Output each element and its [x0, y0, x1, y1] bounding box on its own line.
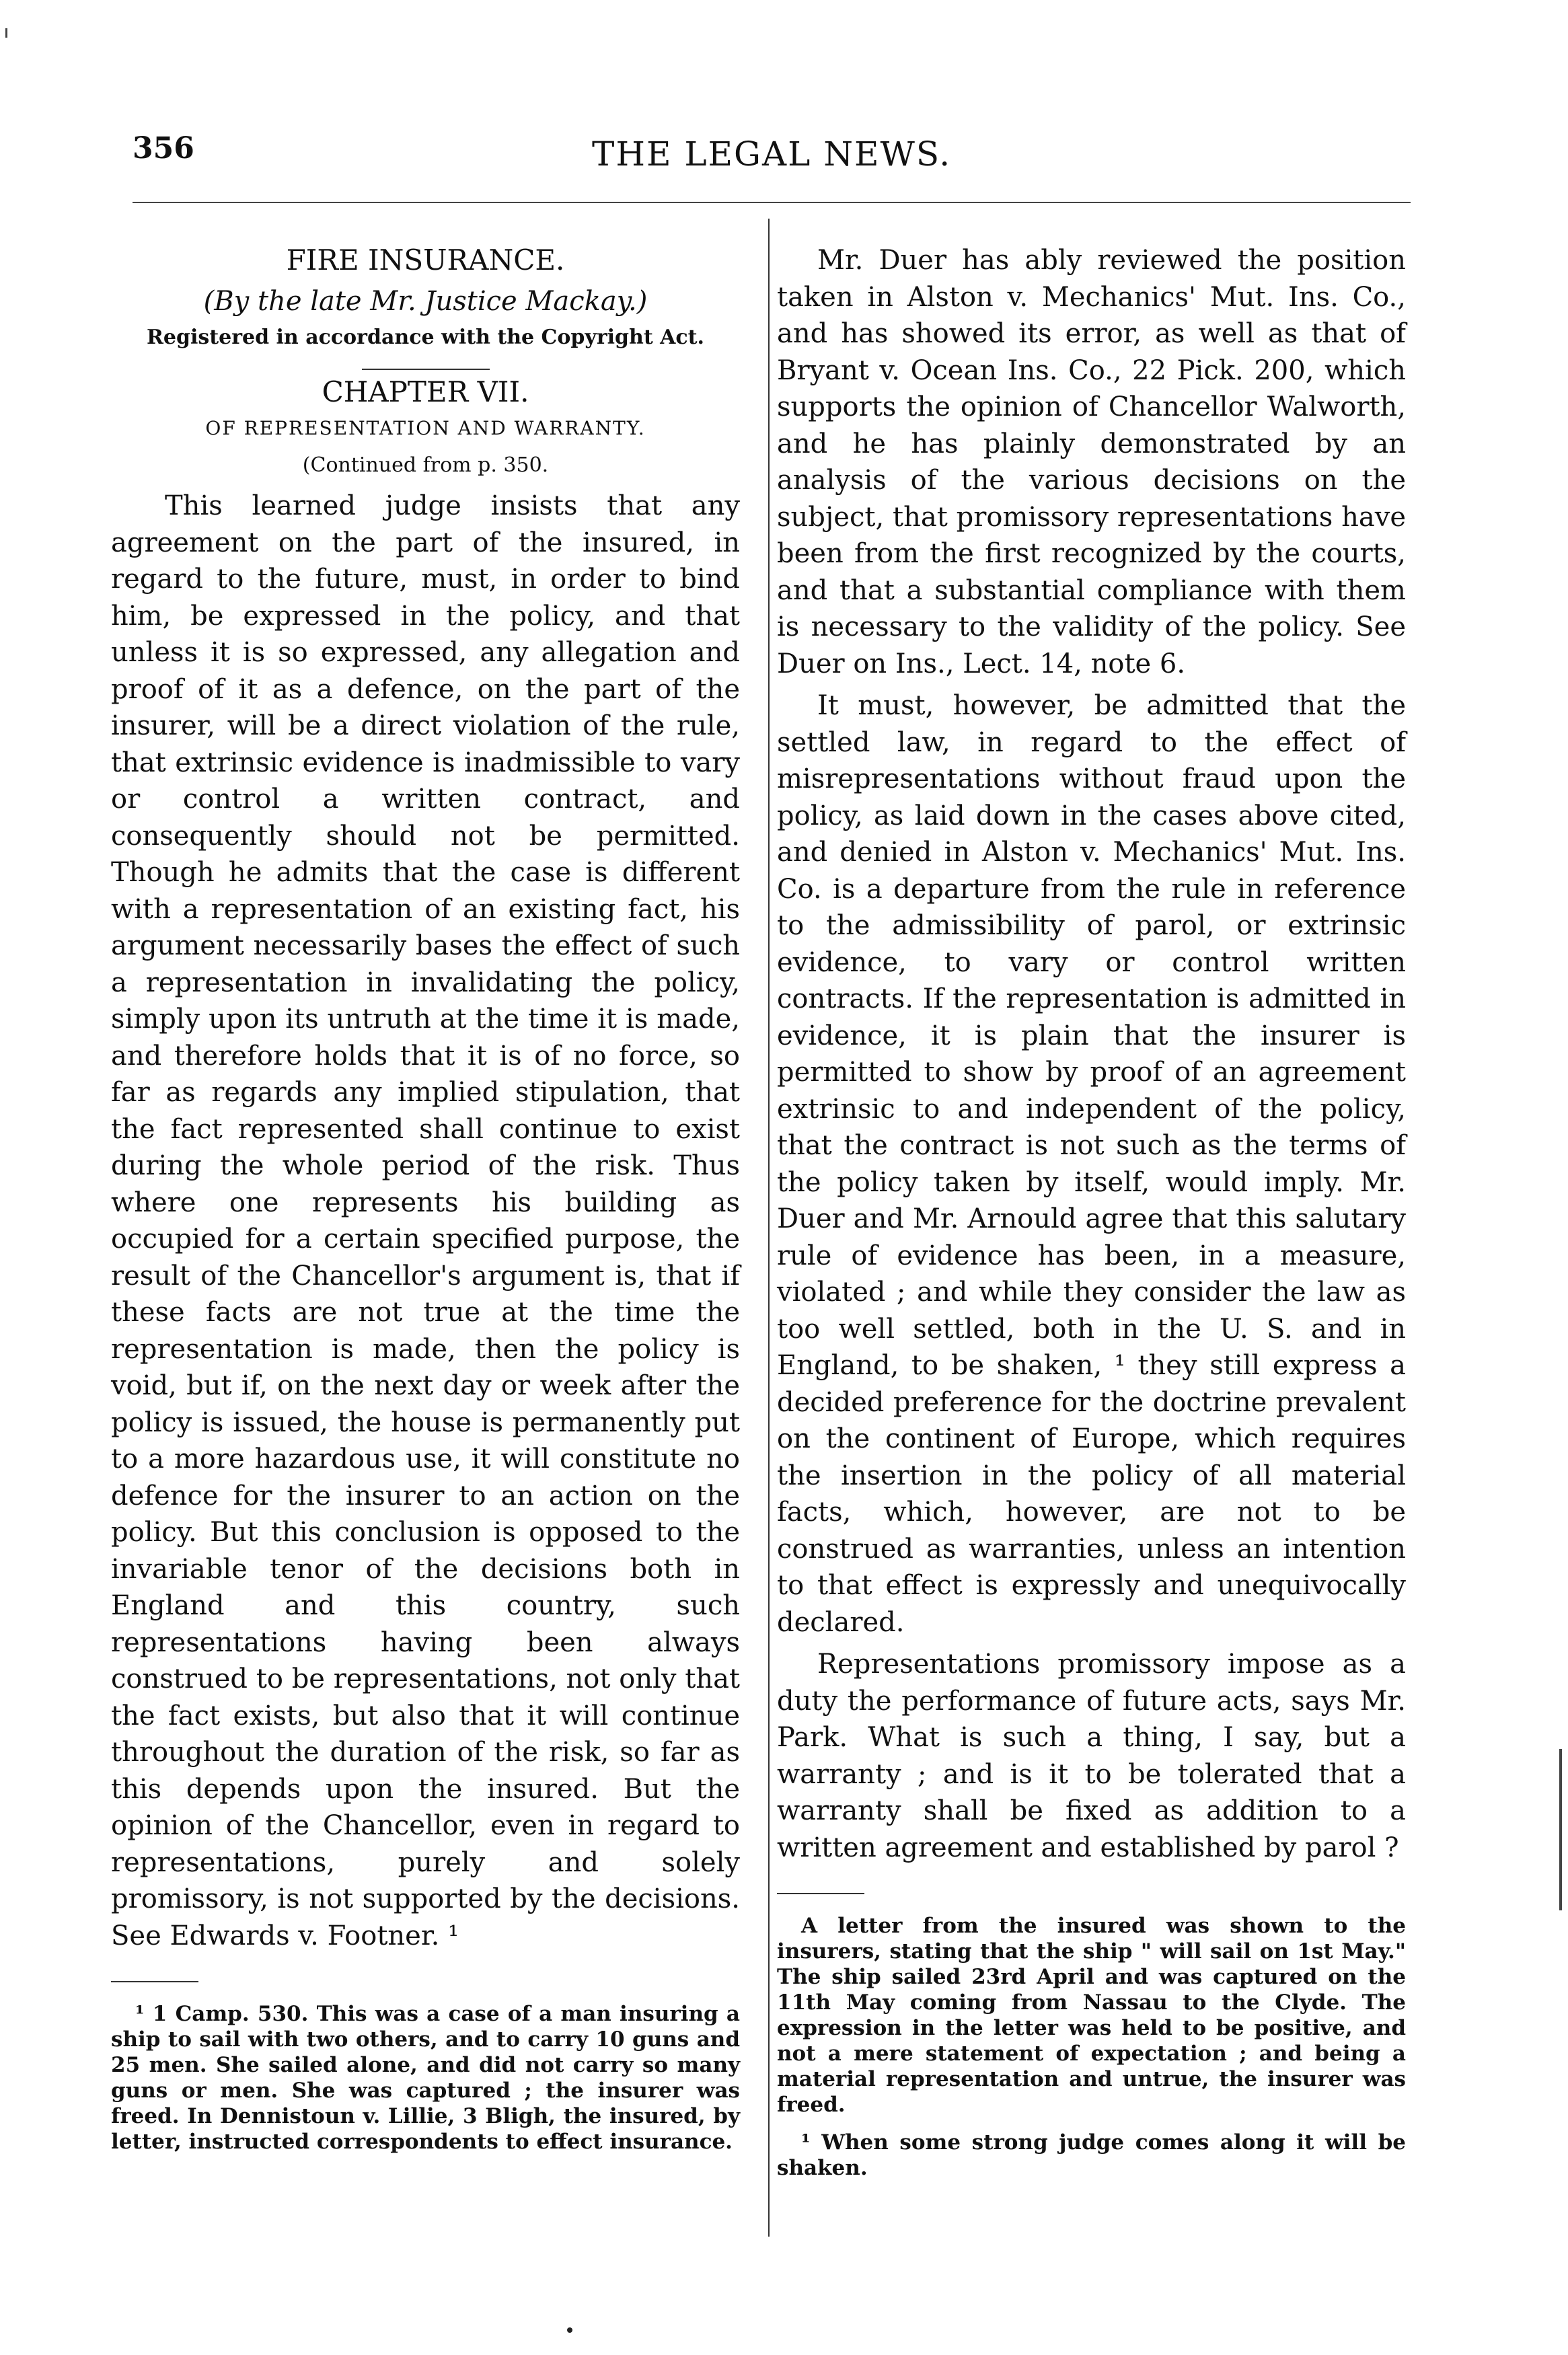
- body-paragraph: It must, however, be admitted that the settled law, in regard to the effect of misrepresentations without fraud upon the policy, as laid down in the cases above cited, and denied in Alston v. Mechanics' Mut. Ins. Co. is a departure from the rule in reference to the admissibility of parol, or extrinsic evidence, to vary or control written contracts. If the representation is admitted in evidence, it is plain that the insurer is permitted to show by proof of an agreement extrinsic to and independent of the policy, that the contract is not such as the terms of the policy taken by itself, would imply. Mr. Duer and Mr. Arnould agree that this salutary rule of evidence has been, in a measure, violated ; and while they consider the law as too well settled, both in the U. S. and in England, to be shaken, ¹ they still express a decided preference for the doctrine prevalent on the continent of Europe, which requires the insertion in the policy of all material facts, which, however, are not to be construed as warranties, unless an intention to that effect is expressly and unequivocally declared.: [777, 690, 1406, 1638]
- copyright-notice: Registered in accordance with the Copyright Act.: [147, 326, 704, 349]
- chapter-heading: CHAPTER VII.: [322, 375, 529, 408]
- scan-mark: [5, 28, 7, 38]
- footnote-rule: [777, 1893, 864, 1894]
- column-divider: [768, 219, 770, 2237]
- chapter-subtitle: OF REPRESENTATION AND WARRANTY.: [205, 417, 646, 439]
- header-rule: [133, 202, 1411, 203]
- chapter-rule: [362, 369, 490, 370]
- page-number: 356: [133, 131, 194, 165]
- body-paragraph: Representations promissory impose as a duty the performance of future acts, says Mr. Park. What is such a thing, I say, but a warranty ; and is it to be tolerated that a warranty shall be fixed as addition to a written agreement and established by parol ?: [777, 1649, 1406, 1863]
- footnote-rule: [111, 1981, 198, 1982]
- page-edge-mark: [1559, 1749, 1562, 1910]
- byline: (By the late Mr. Justice Mackay.): [203, 285, 648, 317]
- right-column: [777, 242, 1406, 2181]
- journal-title: THE LEGAL NEWS.: [592, 135, 952, 174]
- footnote-continuation: A letter from the insured was shown to the insurers, stating that the ship " will sail on 1st May." The ship sailed 23rd April and was captured on the 11th May coming from Nassau to the Clyde. The expression in the letter was held to be positive, and not a mere statement of expectation ; and being a material representation and untrue, the insurer was freed.: [777, 1914, 1406, 2117]
- article-title: FIRE INSURANCE.: [286, 244, 565, 276]
- footnote: ¹ 1 Camp. 530. This was a case of a man insuring a ship to sail with two others, and to carry 10 guns and 25 men. She sailed alone, and did not carry so many guns or men. She was captured ; the insurer was freed. In Dennistoun v. Lillie, 3 Bligh, the insured, by letter, instructed correspondents to effect insurance.: [111, 2002, 740, 2154]
- left-column: [111, 242, 740, 2155]
- printer-dot: [567, 2327, 572, 2333]
- continued-note: (Continued from p. 350.: [302, 453, 549, 477]
- body-paragraph: This learned judge insists that any agreement on the part of the insured, in regard to the future, must, in order to bind him, be expressed in the policy, and that unless it is so expressed, any allegation and proof of it as a defence, on the part of the insurer, will be a direct violation of the rule, that extrinsic evidence is inadmissible to vary or control a written contract, and consequently should not be permitted. Though he admits that the case is different with a representation of an existing fact, his argument necessarily bases the effect of such a representation in invalidating the policy, simply upon its untruth at the time it is made, and therefore holds that it is of no force, so far as regards any implied stipulation, that the fact represented shall continue to exist during the whole period of the risk. Thus where one represents his building as occupied for a certain specified purpose, the result of the Chancellor's argument is, that if these facts are not true at the time the representation is made, then the policy is void, but if, on the next day or week after the policy is issued, the house is permanently put to a more hazardous use, it will constitute no defence for the insurer to an action on the policy. But this conclusion is opposed to the invariable tenor of the decisions both in England and this country, such representations having been always construed to be representations, not only that the fact exists, but also that it will continue throughout the duration of the risk, so far as this depends upon the insured. But the opinion of the Chancellor, even in regard to representations, purely and solely promissory, is not supported by the decisions. See Edwards v. Footner. ¹: [111, 490, 740, 1951]
- footnote: ¹ When some strong judge comes along it will be shaken.: [777, 2130, 1406, 2180]
- body-paragraph: Mr. Duer has ably reviewed the position taken in Alston v. Mechanics' Mut. Ins. Co., and has showed its error, as well as that of Bryant v. Ocean Ins. Co., 22 Pick. 200, which supports the opinion of Chancellor Walworth, and he has plainly demonstrated by an analysis of the various decisions on the subject, that promissory representations have been from the first recognized by the courts, and that a substantial compliance with them is necessary to the validity of the policy. See Duer on Ins., Lect. 14, note 6.: [777, 245, 1406, 679]
